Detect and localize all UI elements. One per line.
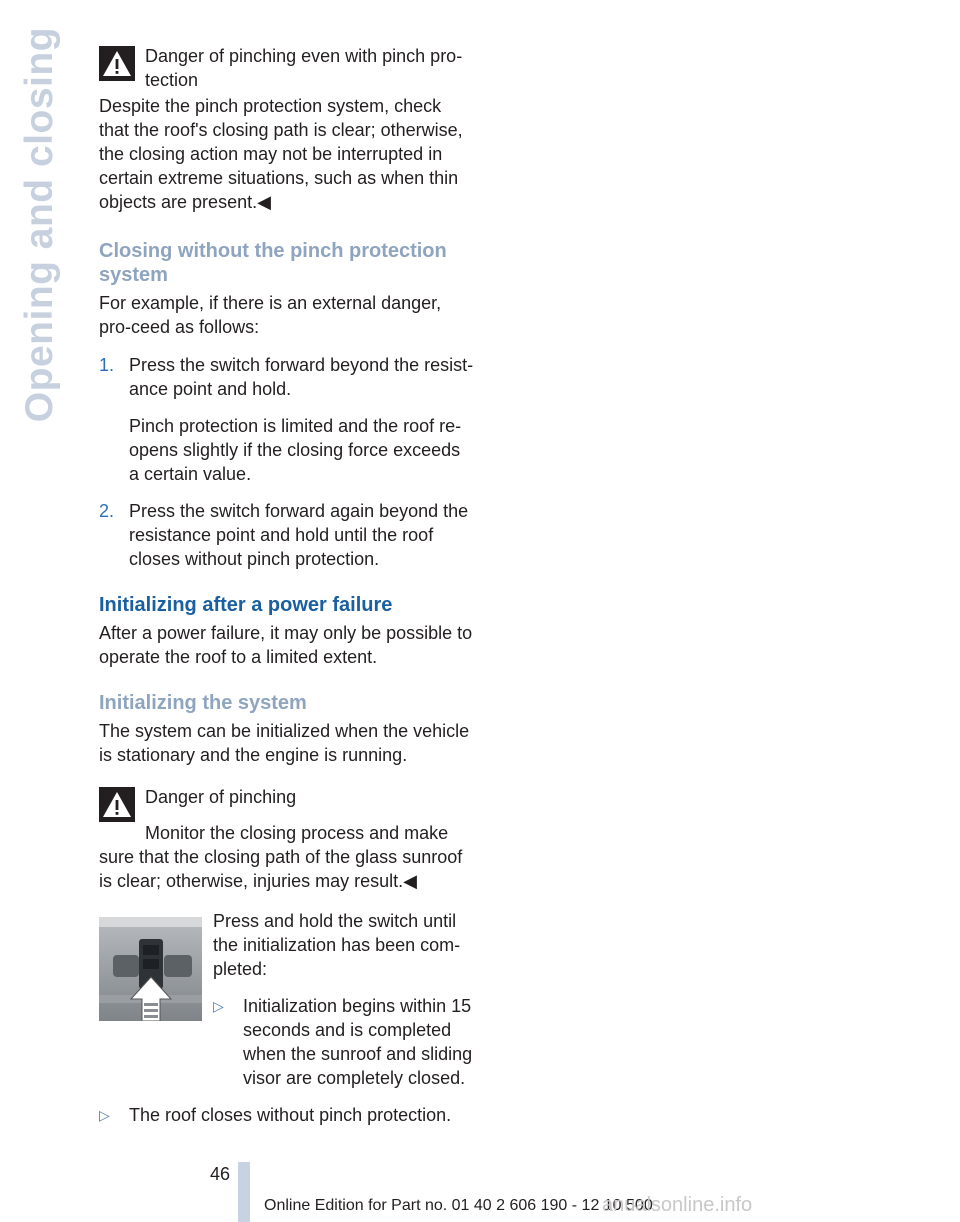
bullet-item — [99, 1103, 475, 1127]
watermark: anualsonline.info — [602, 1194, 753, 1216]
page-number: 46 — [210, 1164, 231, 1184]
bullet-triangle-icon: ▷ — [213, 998, 224, 1014]
heading-initializing-system: Initializing the system — [99, 692, 307, 714]
step-note: Pinch protection is limited and the roof re‐opens slightly if the closing force exceeds a certain value. — [129, 416, 462, 484]
warning-block-2 — [99, 785, 475, 845]
step-item-2 — [99, 499, 475, 571]
side-section-title — [18, 26, 62, 422]
heading-initializing-after-power-failure: Initializing after a power failure — [99, 594, 393, 616]
step-item-1 — [99, 353, 475, 486]
steps-list — [99, 353, 475, 571]
main-column — [99, 44, 475, 1127]
warning-block-1 — [99, 44, 475, 92]
switch-figure-row — [99, 909, 475, 1090]
bullet-text: The roof closes without pinch protection. — [129, 1105, 452, 1125]
edition-info: Online Edition for Part no. 01 40 2 606 190 - 12 10 500 — [264, 1197, 653, 1214]
warning-triangle-icon — [99, 46, 135, 81]
step-text: Press the switch forward beyond the resist‐ance point and hold. — [129, 355, 474, 399]
initialization-instruction: Press and hold the switch until the initialization has been com‐pleted: — [213, 911, 461, 979]
roof-switch-illustration — [99, 917, 202, 1021]
warning-title-2: Danger of pinching Monitor the closing process and make — [145, 787, 449, 843]
step-number: 1. — [99, 355, 115, 375]
step-number: 2. — [99, 501, 115, 521]
heading-closing-without-pinch: Closing without the pinch protection system — [99, 240, 447, 286]
bullet-triangle-icon: ▷ — [99, 1107, 110, 1123]
footer-bar — [238, 1162, 250, 1222]
bullet-item — [213, 994, 475, 1090]
warning-triangle-icon — [99, 787, 135, 822]
warning-title-1: Danger of pinching even with pinch pro‐ tection — [145, 46, 463, 90]
side-section-title-text: Opening and closing — [18, 26, 61, 422]
warning-body-2: sure that the closing path of the glass sunroof is clear; otherwise, injuries may result.◀ — [99, 847, 463, 891]
step-text: Press the switch forward again beyond the resistance point and hold until the roof closes without pinch protection. — [129, 501, 469, 569]
warning-body-1: Despite the pinch protection system, check that the roof's closing path is clear; otherwise, the closing action may not be interrupted in certain extreme situations, such as when thin objects are present.◀ — [99, 96, 463, 212]
section2-body: After a power failure, it may only be possible to operate the roof to a limited extent. — [99, 623, 473, 667]
bullet-text: Initialization begins within 15 seconds and is completed when the sunroof and sliding visor are completely closed. — [243, 996, 473, 1088]
section3-body: The system can be initialized when the vehicle is stationary and the engine is running. — [99, 721, 470, 765]
section1-intro: For example, if there is an external danger, pro‐ceed as follows: — [99, 293, 442, 337]
